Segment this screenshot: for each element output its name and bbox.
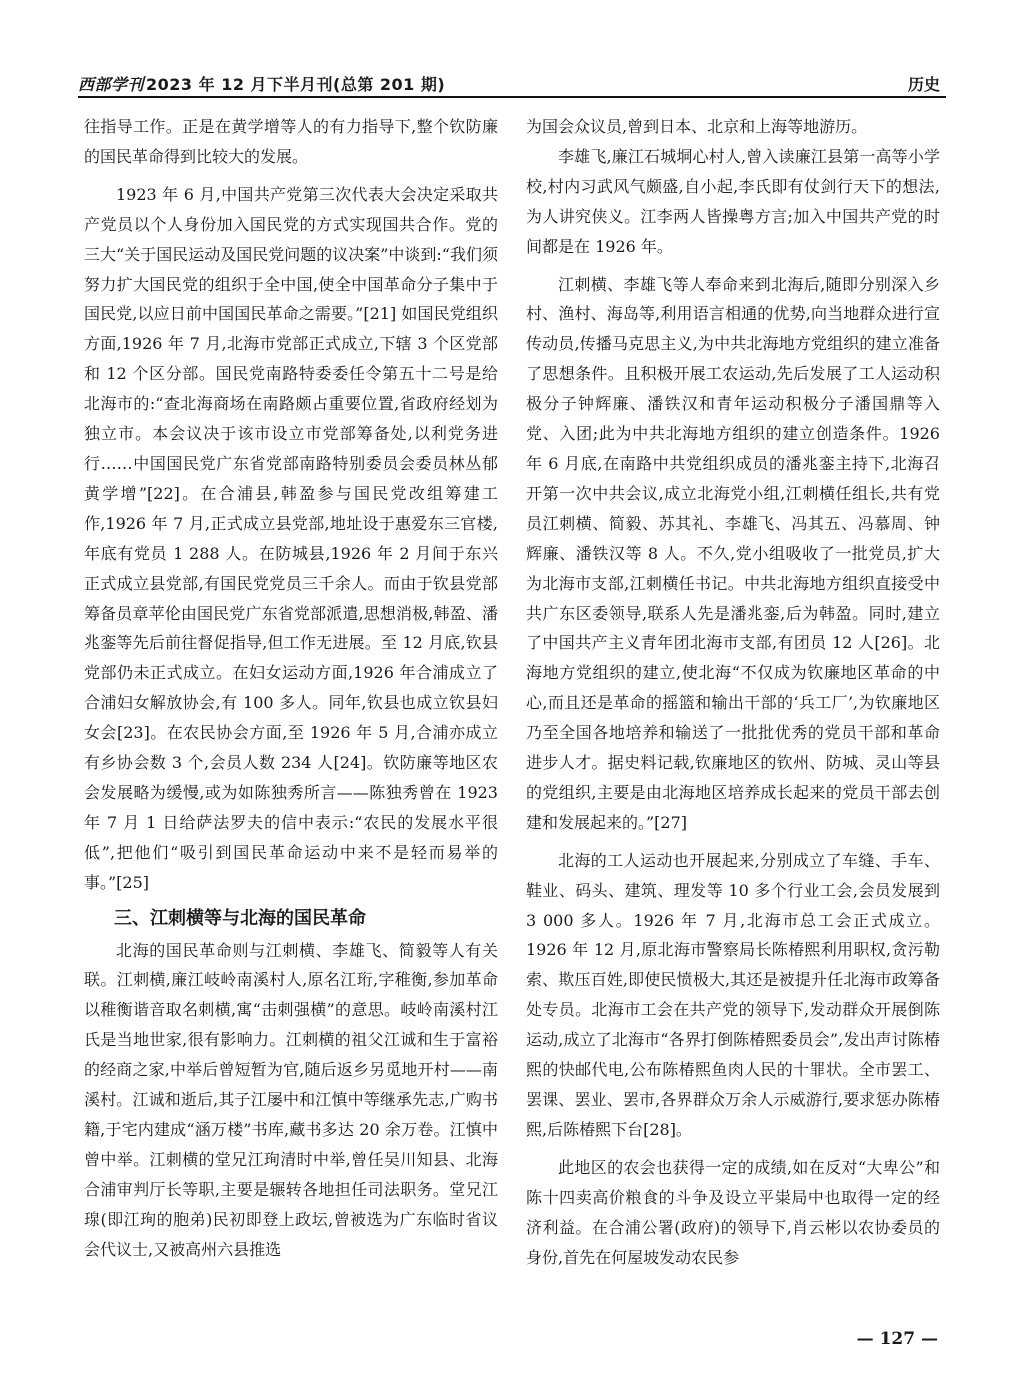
- running-header: [78, 68, 946, 98]
- journal-logo: 西部学刊: [78, 75, 145, 94]
- section-heading: 三、江刺横等与北海的国民革命: [114, 907, 366, 929]
- paragraph: 此地区的农会也获得一定的成绩,如在反对“大卑公”和陈十四卖高价粮食的斗争及设立平粜局中也取得一定的经济利益。在合浦公署(政府)的领导下,肖云彬以农协委员的身份,首先在何屋坡发动农民参: [526, 1157, 940, 1267]
- paragraph: 北海的国民革命则与江刺横、李雄飞、简毅等人有关联。江刺横,廉江岐岭南溪村人,原名江珩,字稚衡,参加革命以稚衡谐音取名刺横,寓“击刺强横”的意思。岐岭南溪村江氏是当地世家,很有影响力。江刺横的祖父江诚和生于富裕的经商之家,中举后曾短暂为官,随后返乡另觅地开村——南溪村。江诚和逝后,其子江屡中和江慎中等继承先志,广购书籍,于宅内建成“涵万楼”书库,藏书多达 20 余万卷。江慎中曾中举。江刺横的堂兄江珣清时中举,曾任吴川知县、北海合浦审判厅长等职,主要是辗转各地担任司法职务。堂兄江瑔(即江珣的胞弟)民初即登上政坛,曾被选为广东临时省议会代议士,又被高州六县推选: [84, 940, 498, 1259]
- issue-info: 2023 年 12 月下半月刊(总第 201 期): [146, 75, 446, 94]
- right-column: [526, 112, 940, 1272]
- paragraph: 往指导工作。正是在黄学增等人的有力指导下,整个钦防廉的国民革命得到比较大的发展。: [84, 117, 498, 166]
- paragraph: 为国会众议员,曾到日本、北京和上海等地游历。: [526, 117, 868, 136]
- page-number: — 127 —: [856, 1329, 938, 1349]
- journal-masthead: [78, 72, 445, 95]
- left-column: [84, 112, 498, 1265]
- paragraph: 1923 年 6 月,中国共产党第三次代表大会决定采取共产党员以个人身份加入国民党的方式实现国共合作。党的三大“关于国民运动及国民党问题的议决案”中谈到:“我们须努力扩大国民党的组织于全中国,使全中国革命分子集中于国民党,以应日前中国国民革命之需要。”[21] 如国民党组织方面,1926 年 7 月,北海市党部正式成立,下辖 3 个区党部和 12 个区分部。国民党南路特委委任令第五十二号是给北海市的:“查北海商场在南路颇占重要位置,省政府经划为独立市。本会议决于该市设立市党部筹备处,以利党务进行……中国国民党广东省党部南路特别委员会委员林丛郁黄学增”[22]。在合浦县,韩盈参与国民党改组筹建工作,1926 年 7 月,正式成立县党部,地址设于惠爱东三官楼,年底有党员 1 288 人。在防城县,1926 年 2 月间于东兴正式成立县党部,有国民党党员三千余人。而由于钦县党部筹备员章苹伦由国民党广东省党部派遣,思想消极,韩盈、潘兆銮等先后前往督促指导,但工作无进展。至 12 月底,钦县党部仍未正式成立。在妇女运动方面,1926 年合浦成立了合浦妇女解放协会,有 100 多人。同年,钦县也成立钦县妇女会[23]。在农民协会方面,至 1926 年 5 月,合浦亦成立有乡协会数 3 个,会员人数 234 人[24]。钦防廉等地区农会发展略为缓慢,或为如陈独秀所言——陈独秀曾在 1923 年 7 月 1 日给萨法罗夫的信中表示:“农民的发展水平很低”,把他们“吸引到国民革命运动中来不是轻而易举的事。”[25]: [84, 184, 498, 892]
- paragraph: 李雄飞,廉江石城垌心村人,曾入读廉江县第一高等小学校,村内习武风气颇盛,自小起,李氏即有仗剑行天下的想法,为人讲究侠义。江李两人皆操粤方言;加入中国共产党的时间都是在 1926 年。: [526, 146, 940, 256]
- paragraph: 北海的工人运动也开展起来,分别成立了车缝、手车、鞋业、码头、建筑、理发等 10 多个行业工会,会员发展到 3 000 多人。1926 年 7 月,北海市总工会正式成立。1926 年 12 月,原北海市警察局长陈椿熙利用职权,贪污勒索、欺压百姓,即使民愤极大,其还是被提升任北海市政筹备处专员。北海市工会在共产党的领导下,发动群众开展倒陈运动,成立了北海市“各界打倒陈椿熙委员会”,发出声讨陈椿熙的快邮代电,公布陈椿熙鱼肉人民的十罪状。全市罢工、罢课、罢业、罢市,各界群众万余人示威游行,要求惩办陈椿熙,后陈椿熙下台[28]。: [526, 850, 940, 1139]
- header-rule: [78, 96, 946, 98]
- paragraph: 江刺横、李雄飞等人奉命来到北海后,随即分别深入乡村、渔村、海岛等,利用语言相通的优势,向当地群众进行宣传动员,传播马克思主义,为中共北海地方党组织的建立准备了思想条件。且积极开展工农运动,先后发展了工人运动积极分子钟辉廉、潘铁汉和青年运动积极分子潘国鼎等入党、入团;此为中共北海地方组织的建立创造条件。1926 年 6 月底,在南路中共党组织成员的潘兆銮主持下,北海召开第一次中共会议,成立北海党小组,江刺横任组长,共有党员江刺横、简毅、苏其礼、李雄飞、冯其五、冯慕周、钟辉廉、潘铁汉等 8 人。不久,党小组吸收了一批党员,扩大为北海市支部,江刺横任书记。中共北海地方组织直接受中共广东区委领导,联系人先是潘兆銮,后为韩盈。同时,建立了中国共产主义青年团北海市支部,有团员 12 人[26]。北海地方党组织的建立,使北海“不仅成为钦廉地区革命的中心,而且还是革命的摇篮和输出干部的‘兵工厂’,为钦廉地区乃至全国各地培养和输送了一批批优秀的党员干部和革命进步人才。据史料记载,钦廉地区的钦州、防城、灵山等县的党组织,主要是由北海地区培养成长起来的党员干部去创建和发展起来的。”[27]: [526, 274, 940, 832]
- section-label: 历史: [907, 75, 940, 94]
